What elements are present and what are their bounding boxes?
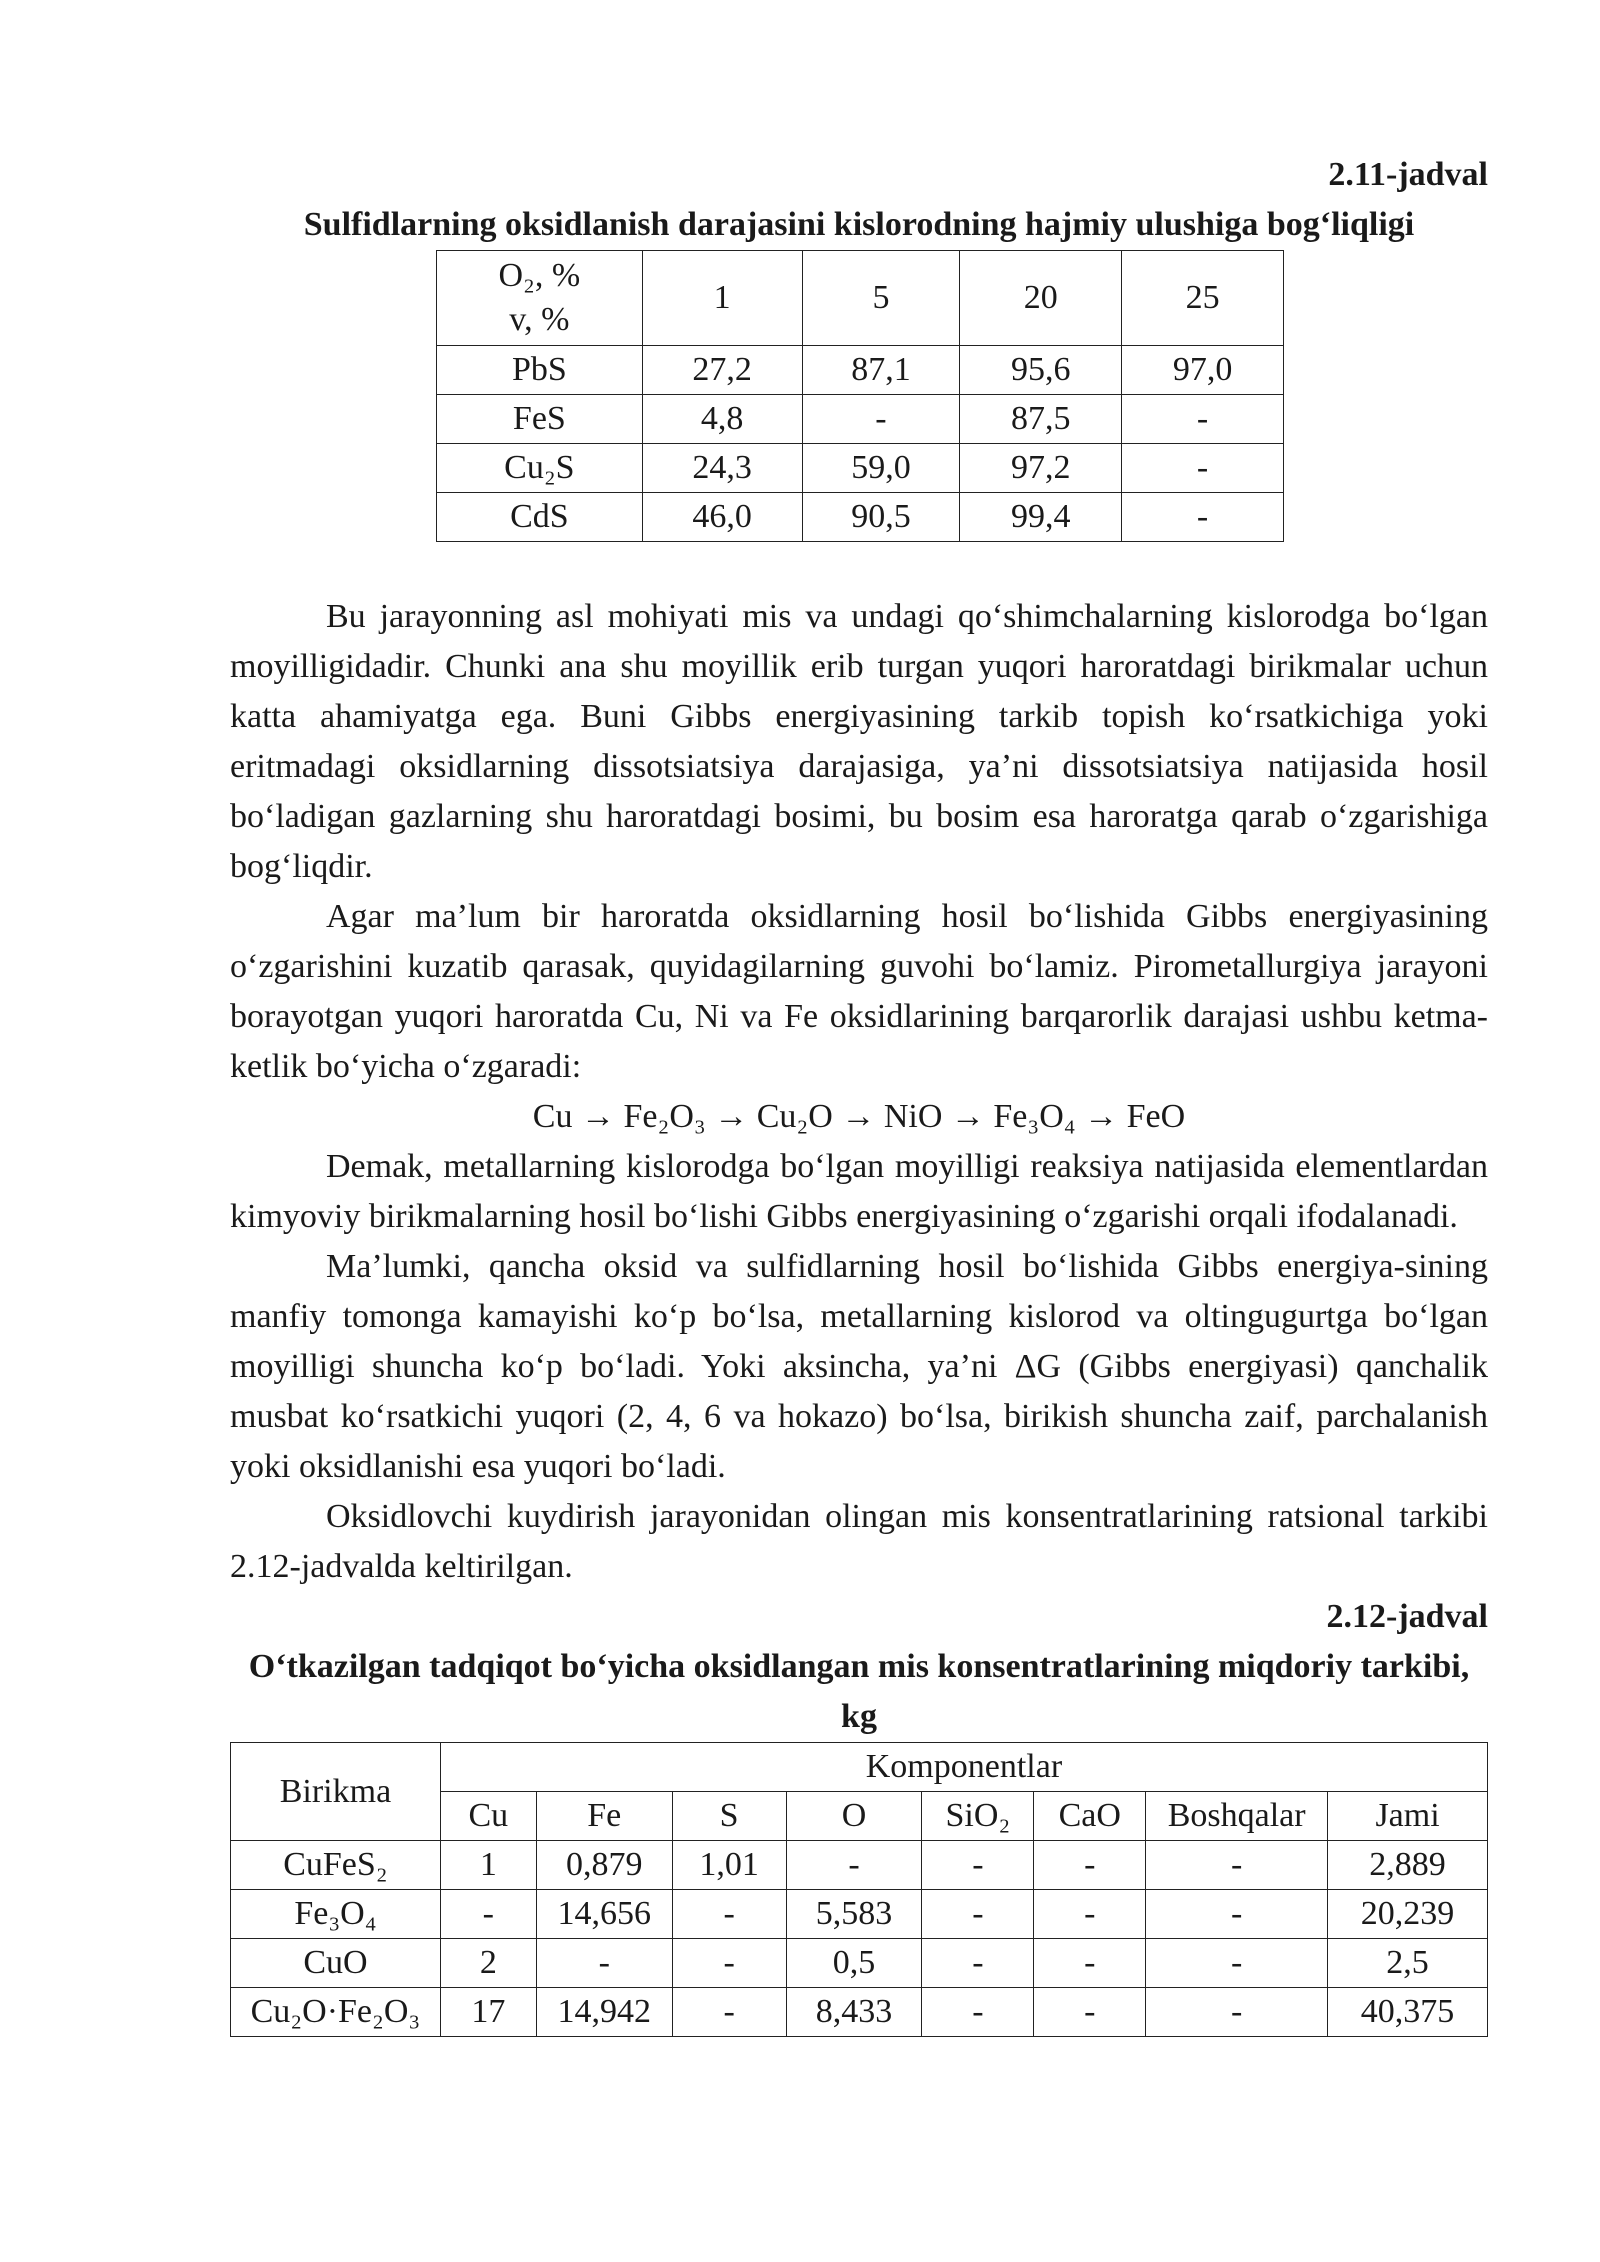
table-cell: 14,656 xyxy=(536,1890,672,1939)
equation: Cu → Fe₂O₃ → Cu₂O → NiO → Fe₃O₄ → FeO xyxy=(532,1098,1186,1135)
table2 xyxy=(230,1742,1488,2037)
table1-corner-line2: v, % xyxy=(509,301,570,338)
table-cell: 4,8 xyxy=(642,395,802,444)
table2-column-header: Fe xyxy=(536,1792,672,1841)
table-cell: 99,4 xyxy=(960,493,1122,542)
row-label: CuFeS₂ xyxy=(231,1841,441,1890)
table-cell: - xyxy=(536,1939,672,1988)
table-cell: 1,01 xyxy=(672,1841,786,1890)
table-row xyxy=(437,493,1284,542)
table-cell: - xyxy=(1146,1890,1328,1939)
table1-title: Sulfidlarning oksidlanish darajasini kislorodning hajmiy ulushiga bog‘liqligi xyxy=(303,206,1415,243)
table-cell: 95,6 xyxy=(960,346,1122,395)
table-cell: - xyxy=(1146,1841,1328,1890)
row-label: PbS xyxy=(437,346,643,395)
table2-header-row xyxy=(231,1743,1488,1792)
table-cell: 87,1 xyxy=(802,346,960,395)
table1-column-header: 5 xyxy=(802,251,960,346)
table2-column-header: O xyxy=(786,1792,922,1841)
table-cell: - xyxy=(1034,1939,1146,1988)
table-cell: - xyxy=(786,1841,922,1890)
table-row xyxy=(437,346,1284,395)
table-cell: 27,2 xyxy=(642,346,802,395)
table-cell: 5,583 xyxy=(786,1890,922,1939)
table-row xyxy=(231,1939,1488,1988)
table-cell: 1 xyxy=(440,1841,536,1890)
table1-header-row xyxy=(437,251,1284,346)
table1-column-header: 25 xyxy=(1122,251,1284,346)
table1-column-header: 20 xyxy=(960,251,1122,346)
table-cell: - xyxy=(922,1890,1034,1939)
paragraph: Ma’lumki, qancha oksid va sulfidlarning hosil bo‘lishida Gibbs energiya-sining manfiy tomonga kamayishi ko‘p bo‘lsa, metallarning kislorod va oltingugurtga bo‘lgan moyilligi shuncha ko‘p bo‘ladi. Yoki aksincha, ya’ni ΔG (Gibbs energiyasi) qanchalik musbat ko‘rsatkichi yuqori (2, 4, 6 va hokazo) bo‘lsa, birikish shuncha zaif, parchalanish yoki oksidlanishi esa yuqori bo‘ladi. xyxy=(230,1248,1488,1485)
table2-column-header: S xyxy=(672,1792,786,1841)
table-cell: 24,3 xyxy=(642,444,802,493)
table-cell: 2,5 xyxy=(1328,1939,1488,1988)
table-cell: - xyxy=(1034,1841,1146,1890)
table2-group-header: Komponentlar xyxy=(440,1743,1487,1792)
table2-column-header: Jami xyxy=(1328,1792,1488,1841)
spacer xyxy=(230,542,1488,592)
table2-column-header: SiO₂ xyxy=(922,1792,1034,1841)
table-cell: - xyxy=(802,395,960,444)
table-cell: 0,879 xyxy=(536,1841,672,1890)
table-cell: - xyxy=(1122,493,1284,542)
table2-column-header: CaO xyxy=(1034,1792,1146,1841)
table-cell: - xyxy=(1146,1939,1328,1988)
table-cell: 97,2 xyxy=(960,444,1122,493)
row-label: CdS xyxy=(437,493,643,542)
table2-column-header: Cu xyxy=(440,1792,536,1841)
table-cell: 40,375 xyxy=(1328,1988,1488,2037)
row-label: Cu₂S xyxy=(437,444,643,493)
paragraph: Demak, metallarning kislorodga bo‘lgan moyilligi reaksiya natijasida elementlardan kimyoviy birikmalarning hosil bo‘lishi Gibbs energiyasining o‘zgarishi orqali ifodalanadi. xyxy=(230,1148,1488,1235)
table-cell: 87,5 xyxy=(960,395,1122,444)
paragraph: Oksidlovchi kuydirish jarayonidan olingan mis konsentratlarining ratsional tarkibi 2.12-jadvalda keltirilgan. xyxy=(230,1498,1488,1585)
table-cell: - xyxy=(922,1939,1034,1988)
table-cell: 2,889 xyxy=(1328,1841,1488,1890)
table1-corner-line1: O₂, % xyxy=(498,257,581,294)
table-cell: - xyxy=(1146,1988,1328,2037)
table-cell: 97,0 xyxy=(1122,346,1284,395)
table2-title: O‘tkazilgan tadqiqot bo‘yicha oksidlangan mis konsentratlarining miqdoriy tarkibi, kg xyxy=(248,1648,1470,1735)
row-label: Fe₃O₄ xyxy=(231,1890,441,1939)
table-cell: - xyxy=(1034,1988,1146,2037)
table-cell: - xyxy=(672,1988,786,2037)
table1 xyxy=(436,250,1284,542)
table2-number: 2.12-jadval xyxy=(1326,1598,1488,1635)
table-cell: - xyxy=(922,1988,1034,2037)
table-cell: - xyxy=(672,1890,786,1939)
table-row xyxy=(437,395,1284,444)
table1-number: 2.11-jadval xyxy=(1328,156,1488,193)
table2-column-header: Boshqalar xyxy=(1146,1792,1328,1841)
table-cell: - xyxy=(672,1939,786,1988)
table-cell: 17 xyxy=(440,1988,536,2037)
table-cell: - xyxy=(1122,444,1284,493)
table-cell: 20,239 xyxy=(1328,1890,1488,1939)
table-row xyxy=(231,1841,1488,1890)
table-cell: - xyxy=(922,1841,1034,1890)
paragraph: Bu jarayonning asl mohiyati mis va undagi qo‘shimchalarning kislorodga bo‘lgan moyilligidadir. Chunki ana shu moyillik erib turgan yuqori haroratdagi birikmalar uchun katta ahamiyatga ega. Buni Gibbs energiyasining tarkib topish ko‘rsatkichiga yoki eritmadagi oksidlarning dissotsiatsiya darajasiga, ya’ni dissotsiatsiya natijasida hosil bo‘ladigan gazlarning shu haroratdagi bosimi, bu bosim esa haroratga qarab o‘zgarishiga bog‘liqdir. xyxy=(230,598,1488,885)
table-cell: - xyxy=(1034,1890,1146,1939)
table-row xyxy=(231,1890,1488,1939)
table-row xyxy=(437,444,1284,493)
table1-column-header: 1 xyxy=(642,251,802,346)
table-cell: 46,0 xyxy=(642,493,802,542)
table-row xyxy=(231,1988,1488,2037)
row-label: Cu₂O·Fe₂O₃ xyxy=(231,1988,441,2037)
row-label: FeS xyxy=(437,395,643,444)
document-page xyxy=(230,150,1488,2037)
table-cell: 59,0 xyxy=(802,444,960,493)
table2-row-header: Birikma xyxy=(231,1743,441,1841)
table-cell: 90,5 xyxy=(802,493,960,542)
table-cell: 14,942 xyxy=(536,1988,672,2037)
table-cell: - xyxy=(440,1890,536,1939)
row-label: CuO xyxy=(231,1939,441,1988)
table-cell: - xyxy=(1122,395,1284,444)
table-cell: 8,433 xyxy=(786,1988,922,2037)
paragraph: Agar ma’lum bir haroratda oksidlarning hosil bo‘lishida Gibbs energiyasining o‘zgarishini kuzatib qarasak, quyidagilarning guvohi bo‘lamiz. Pirometallurgiya jarayoni borayotgan yuqori haroratda Cu, Ni va Fe oksidlarining barqarorlik darajasi ushbu ketma-ketlik bo‘yicha o‘zgaradi: xyxy=(230,898,1488,1085)
table-cell: 2 xyxy=(440,1939,536,1988)
table1-corner-header xyxy=(437,251,643,346)
table-cell: 0,5 xyxy=(786,1939,922,1988)
